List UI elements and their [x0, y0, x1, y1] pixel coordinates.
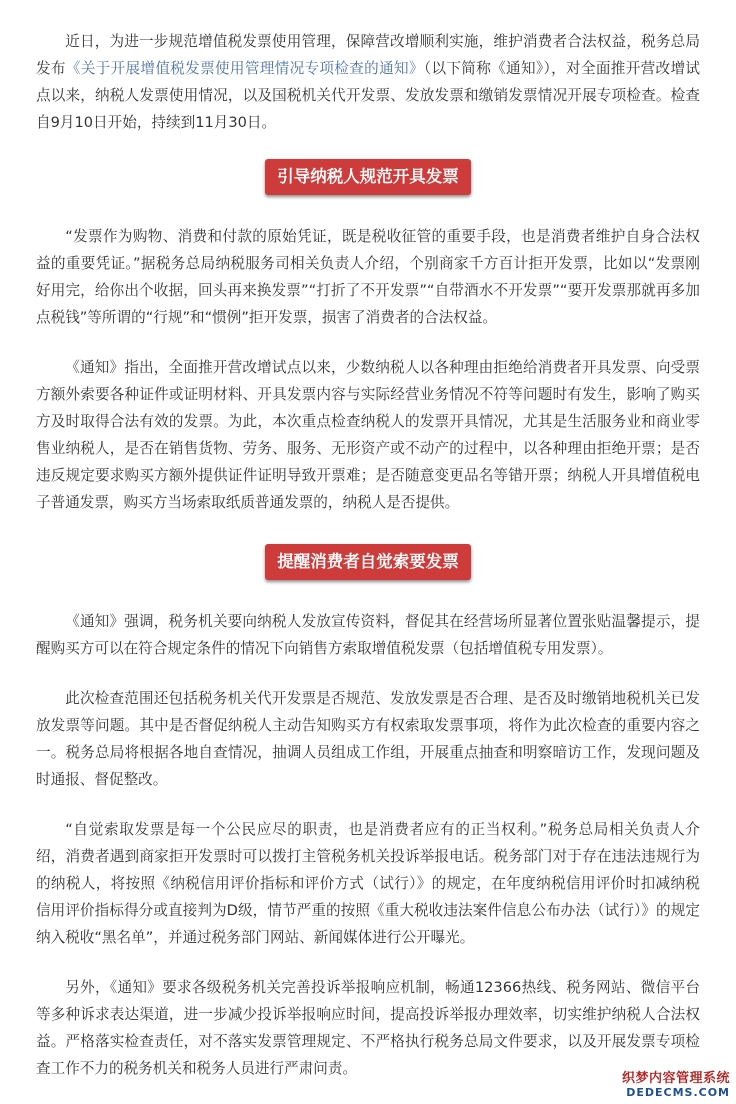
intro-text-before-link: 近日，为进一步规范增值税发票使用管理，保障营改增顺利实施，维护消费者合法权益，税务总局发布: [36, 33, 700, 77]
section1-heading: 引导纳税人规范开具发票: [265, 159, 471, 195]
watermark-text-en: DEDECMS.COM: [626, 1086, 730, 1099]
section2-paragraph-3: “自觉索取发票是每一个公民应尽的职责，也是消费者应有的正当权利。”税务总局相关负责人介绍，消费者遇到商家拒开发票时可以拨打主管税务机关投诉举报电话。税务部门对于存在违法违规行为的纳税人，将按照《纳税信用评价指标和评价方式（试行）》的规定，在年度纳税信用评价时扣减纳税信用评价指标得分或直接判为D级，情节严重的按照《重大税收违法案件信息公布办法（试行）》的规定纳入税收“黑名单”，并通过税务部门网站、新闻媒体进行公开曝光。: [36, 821, 700, 946]
section2-heading-wrap: [36, 544, 700, 580]
intro-paragraph: [36, 28, 700, 136]
section2-heading: 提醒消费者自觉索要发票: [265, 544, 471, 580]
site-watermark-logo: [622, 1072, 730, 1100]
section2-paragraph-1: 《通知》强调，税务机关要向纳税人发放宣传资料，督促其在经营场所显著位置张贴温馨提示，提醒购买方可以在符合规定条件的情况下向销售方索取增值税发票（包括增值税专用发票）。: [36, 613, 700, 657]
section1-paragraph-2: 《通知》指出，全面推开营改增试点以来，少数纳税人以各种理由拒绝给消费者开具发票、向受票方额外索要各种证件或证明材料、开具发票内容与实际经营业务情况不符等问题时有发生，影响了购买方及时取得合法有效的发票。为此，本次重点检查纳税人的发票开具情况，尤其是生活服务业和商业零售业纳税人，是否在销售货物、劳务、服务、无形资产或不动产的过程中，以各种理由拒绝开票；是否违反规定要求购买方额外提供证件证明导致开票难；是否随意变更品名等错开票；纳税人开具增值税电子普通发票，购买方当场索取纸质普通发票的，纳税人是否提供。: [36, 359, 700, 511]
article-body: [36, 28, 700, 1082]
section1-heading-wrap: [36, 159, 700, 195]
watermark-text-cn: 织梦内容管理系统: [621, 1071, 730, 1086]
section1-paragraph-1: “发票作为购物、消费和付款的原始凭证，既是税收征管的重要手段，也是消费者维护自身合法权益的重要凭证。”据税务总局纳税服务司相关负责人介绍，个别商家千方百计拒开发票，比如以“发票刚好用完，给你出个收据，回头再来换发票”“打折了不开发票”“自带酒水不开发票”“要开发票那就再多加点税钱”等所谓的“行规”和“惯例”拒开发票，损害了消费者的合法权益。: [36, 228, 700, 326]
section2-paragraph-4: 另外，《通知》要求各级税务机关完善投诉举报响应机制，畅通12366热线、税务网站、微信平台等多种诉求表达渠道，进一步减少投诉举报响应时间，提高投诉举报办理效率，切实维护纳税人合法权益。严格落实检查责任，对不落实发票管理规定、不严格执行税务总局文件要求，以及开展发票专项检查工作不力的税务机关和税务人员进行严肃问责。: [36, 979, 700, 1077]
section2-paragraph-2: 此次检查范围还包括税务机关代开发票是否规范、发放发票是否合理、是否及时缴销地税机关已发放发票等问题。其中是否督促纳税人主动告知购买方有权索取发票事项，将作为此次检查的重要内容之一。税务总局将根据各地自查情况，抽调人员组成工作组，开展重点抽查和明察暗访工作，发现问题及时通报、督促整改。: [36, 690, 700, 788]
intro-text-after-link: （以下简称《通知》），对全面推开营改增试点以来，纳税人发票使用情况，以及国税机关代开发票、发放发票和缴销发票情况开展专项检查。检查自9月10日开始，持续到11月30日。: [36, 60, 700, 131]
notice-title-link[interactable]: 《关于开展增值税发票使用管理情况专项检查的通知》: [65, 60, 424, 77]
